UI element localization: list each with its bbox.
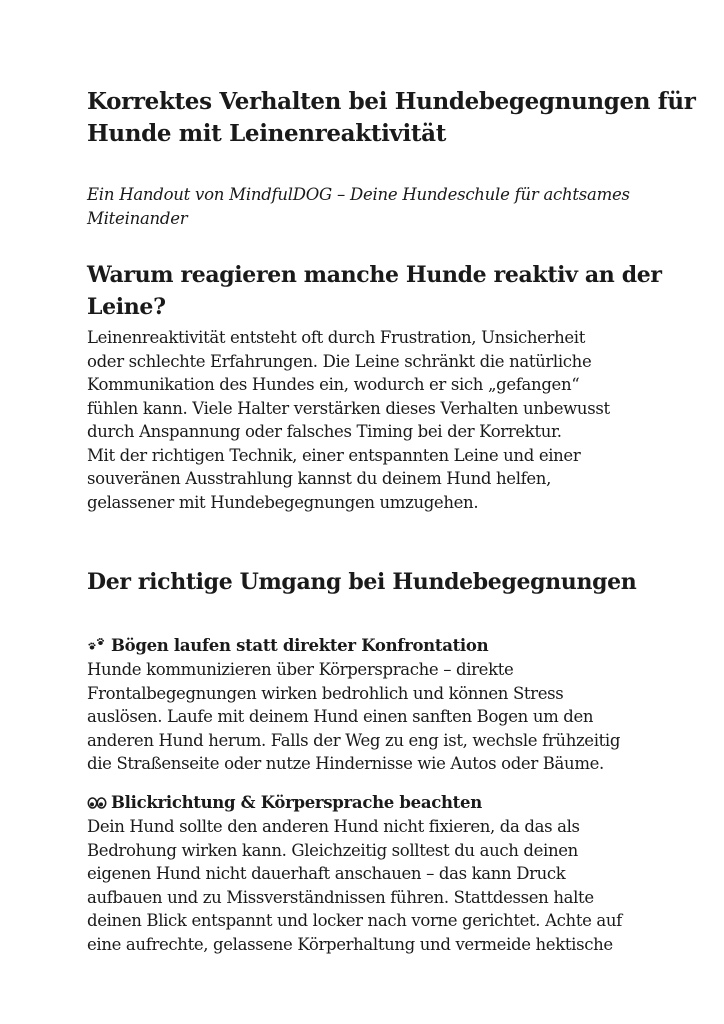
paragraph-line: Kommunikation des Hundes ein, wodurch er sich „gefangen“ — [87, 375, 580, 394]
tip-heading-text: Blickrichtung & Körpersprache beachten — [111, 793, 482, 812]
paragraph-line: Frontalbegegnungen wirken bedrohlich und können Stress — [87, 683, 564, 703]
tip-heading-arcs — [87, 634, 488, 657]
paragraph-line: Bedrohung wirken kann. Gleichzeitig solltest du auch deinen — [87, 840, 578, 860]
subtitle-line: Miteinander — [87, 209, 188, 228]
paragraph-line: eine aufrechte, gelassene Körperhaltung und vermeide hektische — [87, 934, 613, 954]
paragraph-line: souveränen Ausstrahlung kannst du deinem Hund helfen, — [87, 469, 551, 488]
paragraph-line: die Straßenseite oder nutze Hindernisse wie Autos oder Bäume. — [87, 754, 604, 773]
section-paragraph-why — [87, 326, 610, 514]
title-line: Korrektes Verhalten bei Hundebegegnungen für — [87, 88, 696, 115]
title-line: Hunde mit Leinenreaktivität — [87, 120, 446, 147]
document-title — [87, 86, 696, 150]
paragraph-line: Dein Hund sollte den anderen Hund nicht fixieren, da das als — [87, 817, 580, 836]
tip-paragraph-arcs — [87, 658, 620, 776]
tip-heading-text: Bögen laufen statt direkter Konfrontation — [111, 636, 489, 655]
document-subtitle — [87, 183, 630, 231]
paragraph-line: oder schlechte Erfahrungen. Die Leine schränkt die natürliche — [87, 351, 592, 371]
tip-paragraph-gaze — [87, 815, 622, 956]
paw-prints-icon — [87, 636, 107, 652]
section-heading-handling — [87, 566, 636, 598]
eyes-icon — [87, 793, 107, 809]
section-heading-why — [87, 259, 662, 323]
paragraph-line: auslösen. Laufe mit deinem Hund einen sanften Bogen um den — [87, 707, 594, 726]
subtitle-line: Ein Handout von MindfulDOG – Deine Hundeschule für achtsames — [87, 185, 630, 204]
heading-line: Leine? — [87, 294, 166, 320]
paragraph-line: eigenen Hund nicht dauerhaft anschauen – das kann Druck — [87, 864, 566, 883]
heading-line: Der richtige Umgang bei Hundebegegnungen — [87, 569, 637, 595]
paragraph-line: deinen Blick entspannt und locker nach vorne gerichtet. Achte auf — [87, 911, 622, 930]
tip-heading-gaze — [87, 791, 482, 814]
heading-line: Warum reagieren manche Hunde reaktiv an der — [87, 262, 662, 288]
paragraph-line: Mit der richtigen Technik, einer entspannten Leine und einer — [87, 445, 581, 465]
paragraph-line: anderen Hund herum. Falls der Weg zu eng ist, wechsle frühzeitig — [87, 730, 621, 750]
paragraph-line: fühlen kann. Viele Halter verstärken dieses Verhalten unbewusst — [87, 398, 610, 418]
paragraph-line: gelassener mit Hundebegegnungen umzugehen. — [87, 492, 479, 512]
paragraph-line: durch Anspannung oder falsches Timing bei der Korrektur. — [87, 422, 562, 441]
paragraph-line: Hunde kommunizieren über Körpersprache – direkte — [87, 660, 514, 679]
paragraph-line: aufbauen und zu Missverständnissen führen. Stattdessen halte — [87, 887, 594, 907]
paragraph-line: Leinenreaktivität entsteht oft durch Frustration, Unsicherheit — [87, 328, 585, 347]
